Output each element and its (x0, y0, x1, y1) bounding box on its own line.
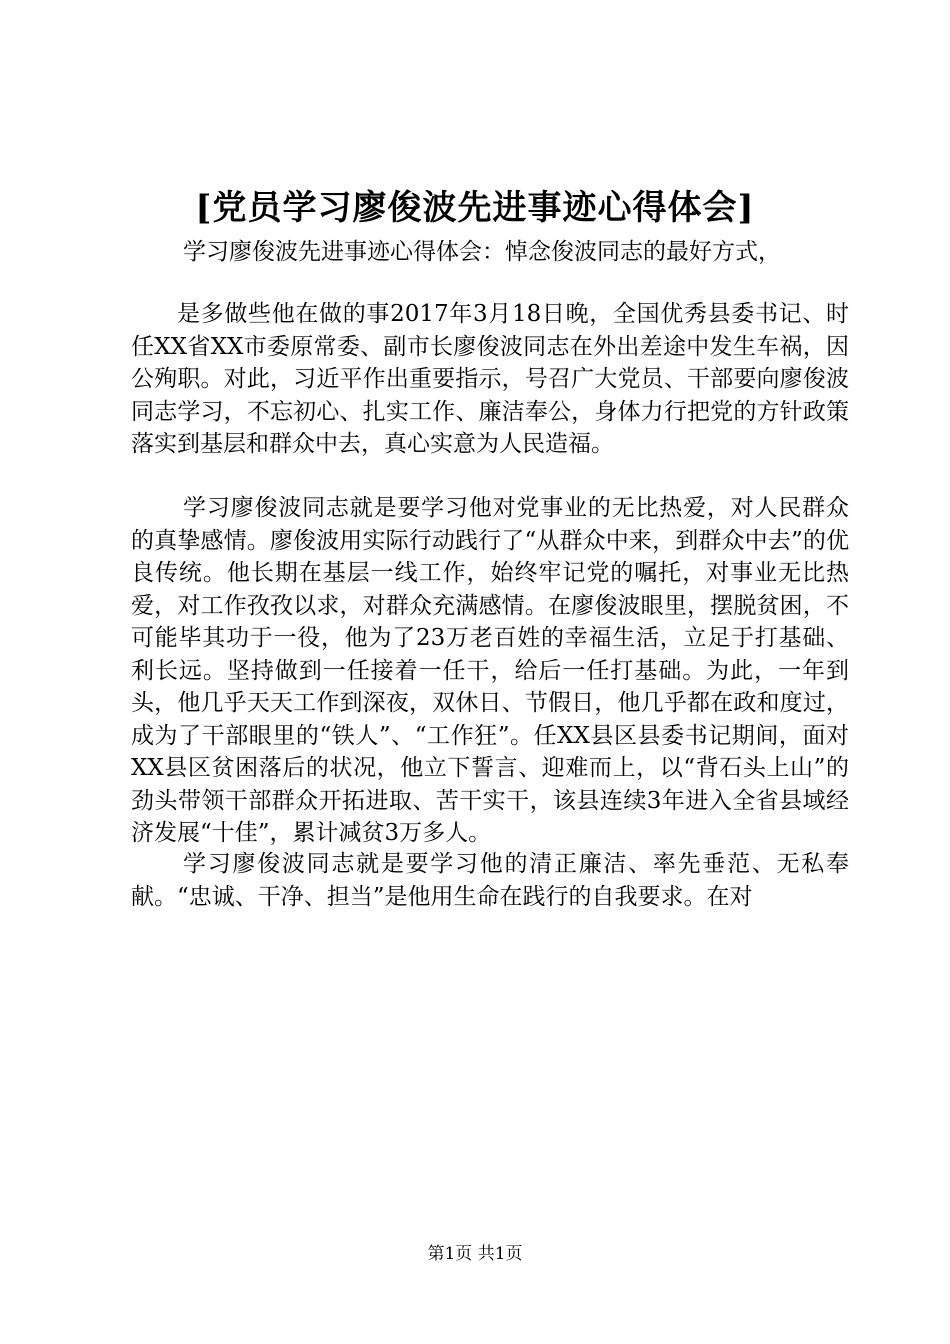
document-title: [党员学习廖俊波先进事迹心得体会] (195, 188, 755, 228)
paragraph-1: 是多做些他在做的事2017年3月18日晚，全国优秀县委书记、时任XX省XX市委原常委、副市长廖俊波同志在外出差途中发生车祸，因公殉职。对此，习近平作出重要指示，号召广大党员、干部要向廖俊波同志学习，不忘初心、扎实工作、廉洁奉公，身体力行把党的方针政策落实到基层和群众中去，真心实意为人民造福。 (131, 301, 849, 457)
document-subtitle: 学习廖俊波先进事迹心得体会：悼念俊波同志的最好方式， (183, 239, 781, 265)
page-footer: 第1页 共1页 (427, 1244, 523, 1264)
paragraph-2: 学习廖俊波同志就是要学习他对党事业的无比热爱，对人民群众的真挚感情。廖俊波用实际行动践行了“从群众中来，到群众中去”的优良传统。他长期在基层一线工作，始终牢记党的嘱托，对事业无比热爱，对工作孜孜以求，对群众充满感情。在廖俊波眼里，摆脱贫困，不可能毕其功于一役，他为了23万老百姓的幸福生活，立足于打基础、利长远。坚持做到一任接着一任干，给后一任打基础。为此，一年到头，他几乎天天工作到深夜，双休日、节假日，他几乎都在政和度过，成为了干部眼里的“铁人”、“工作狂”。任XX县区县委书记期间，面对XX县区贫困落后的状况，他立下誓言、迎难而上，以“背石头上山”的劲头带领干部群众开拓进取、苦干实干，该县连续3年进入全省县域经济发展“十佳”，累计减贫3万多人。 (131, 495, 849, 846)
paragraph-3: 学习廖俊波同志就是要学习他的清正廉洁、率先垂范、无私奉献。“忠诚、干净、担当”是他用生命在践行的自我要求。在对 (131, 851, 849, 910)
